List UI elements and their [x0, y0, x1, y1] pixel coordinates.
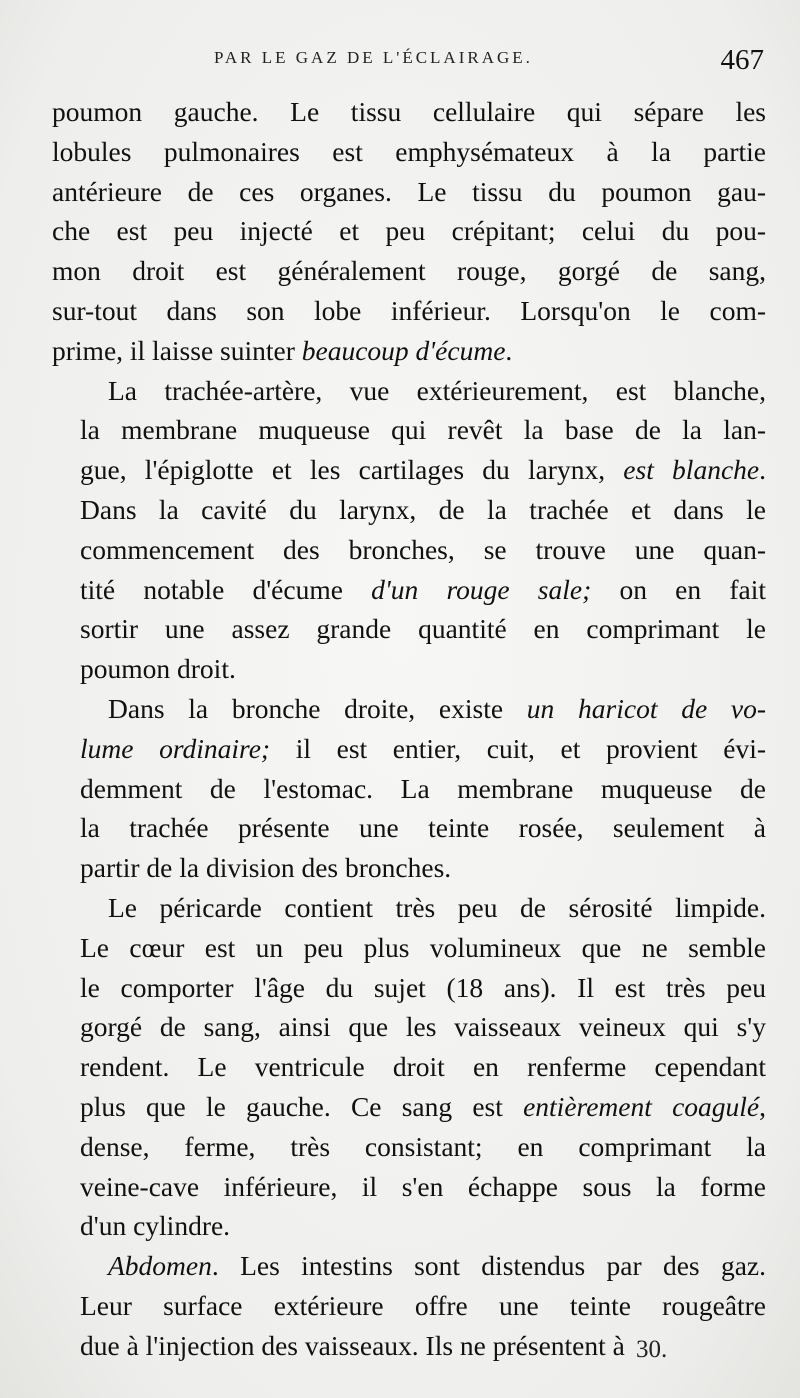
italic-text: lume ordinaire;	[80, 732, 271, 764]
text-run: on en fait	[591, 573, 766, 605]
text-line	[52, 450, 766, 490]
text-line	[52, 172, 766, 212]
text-line	[52, 490, 766, 530]
text-run: la membrane muqueuse qui revêt la base de la lan-	[80, 414, 766, 446]
text-line	[52, 769, 766, 809]
text-run: plus que le gauche. Ce sang est	[80, 1090, 524, 1122]
text-line	[52, 410, 766, 450]
text-line	[52, 1127, 766, 1167]
text-run: prime, il laisse suinter	[52, 334, 302, 366]
page-number: 467	[720, 44, 764, 76]
text-run: poumon gauche. Le tissu cellulaire qui sépare les	[52, 96, 766, 127]
text-line	[52, 1087, 766, 1127]
text-run: che est peu injecté et peu crépitant; celui du pou-	[52, 215, 766, 247]
text-line	[52, 1047, 766, 1087]
text-line	[52, 689, 766, 729]
text-line	[52, 968, 766, 1008]
text-run: d'un cylindre.	[80, 1210, 231, 1242]
italic-text: Abdomen	[108, 1250, 212, 1282]
text-line	[52, 1206, 766, 1246]
paragraph	[52, 371, 766, 689]
text-line	[52, 530, 766, 570]
text-run: Le péricarde contient très peu de sérosité limpide.	[108, 891, 766, 923]
italic-text: est blanche	[623, 454, 760, 486]
text-run: la trachée présente une teinte rosée, seulement à	[80, 812, 766, 844]
text-run: ,	[759, 1090, 766, 1122]
text-run: gue, l'épiglotte et les cartilages du larynx,	[80, 454, 624, 486]
text-line	[52, 1007, 766, 1047]
text-line	[52, 570, 766, 610]
text-line	[52, 808, 766, 848]
text-line	[52, 928, 766, 968]
paragraph	[52, 689, 766, 888]
text-run: Dans la bronche droite, existe	[108, 692, 527, 724]
text-line	[52, 371, 766, 411]
text-line	[52, 132, 766, 172]
text-line	[52, 1246, 766, 1286]
running-title: PAR LE GAZ DE L'ÉCLAIRAGE.	[214, 48, 533, 67]
text-run: mon droit est généralement rouge, gorgé de sang,	[52, 255, 766, 287]
text-run: Le cœur est un peu plus volumineux que ne semble	[80, 931, 766, 963]
text-run: commencement des bronches, se trouve une quan-	[80, 533, 766, 565]
text-run: rendent. Le ventricule droit en renferme cependant	[80, 1051, 766, 1083]
text-line	[52, 729, 766, 769]
text-run: Leur surface extérieure offre une teinte rougeâtre	[80, 1289, 766, 1321]
text-run: Dans la cavité du larynx, de la trachée et dans le	[80, 493, 766, 525]
paragraph	[52, 888, 766, 1246]
page-header	[0, 44, 800, 84]
text-run: lobules pulmonaires est emphysémateux à la partie	[52, 135, 766, 167]
text-run: partir de la division des bronches.	[80, 852, 452, 884]
text-run: .	[759, 454, 766, 486]
text-run: .	[505, 334, 513, 366]
signature-mark: 30.	[636, 1336, 668, 1363]
text-line	[52, 92, 766, 132]
text-run: il est entier, cuit, et provient évi-	[270, 732, 767, 764]
italic-text: beaucoup d'écume	[301, 334, 506, 366]
italic-text: un haricot de vo-	[526, 692, 766, 724]
text-line	[52, 1286, 766, 1326]
text-line	[52, 848, 766, 888]
text-line	[52, 888, 766, 928]
text-run: gorgé de sang, ainsi que les vaisseaux veineux qui s'y	[80, 1011, 766, 1043]
text-run: tité notable d'écume	[80, 573, 372, 605]
text-line	[52, 1167, 766, 1207]
text-run: due à l'injection des vaisseaux. Ils ne présentent à	[80, 1329, 625, 1361]
text-run: veine-cave inférieure, il s'en échappe sous la forme	[80, 1170, 766, 1202]
text-line	[52, 331, 766, 371]
text-run: poumon droit.	[80, 653, 236, 685]
text-run: antérieure de ces organes. Le tissu du poumon gau-	[52, 175, 766, 207]
text-run: le comporter l'âge du sujet (18 ans). Il est très peu	[80, 971, 766, 1003]
text-run: demment de l'estomac. La membrane muqueuse de	[80, 772, 766, 804]
italic-text: d'un rouge sale;	[371, 573, 592, 605]
text-run: sur-tout dans son lobe inférieur. Lorsqu'on le com-	[52, 294, 766, 326]
text-run: sortir une assez grande quantité en comprimant le	[80, 613, 766, 645]
text-run: . Les intestins sont distendus par des gaz.	[211, 1250, 766, 1282]
text-line	[52, 609, 766, 649]
text-line	[52, 211, 766, 251]
text-run: La trachée-artère, vue extérieurement, est blanche,	[108, 374, 766, 406]
italic-text: entièrement coagulé	[523, 1090, 760, 1122]
paragraph	[52, 92, 766, 371]
text-run: dense, ferme, très consistant; en comprimant la	[80, 1130, 766, 1162]
text-line	[52, 649, 766, 689]
body-text	[52, 92, 766, 1366]
text-line	[52, 251, 766, 291]
text-line	[52, 291, 766, 331]
